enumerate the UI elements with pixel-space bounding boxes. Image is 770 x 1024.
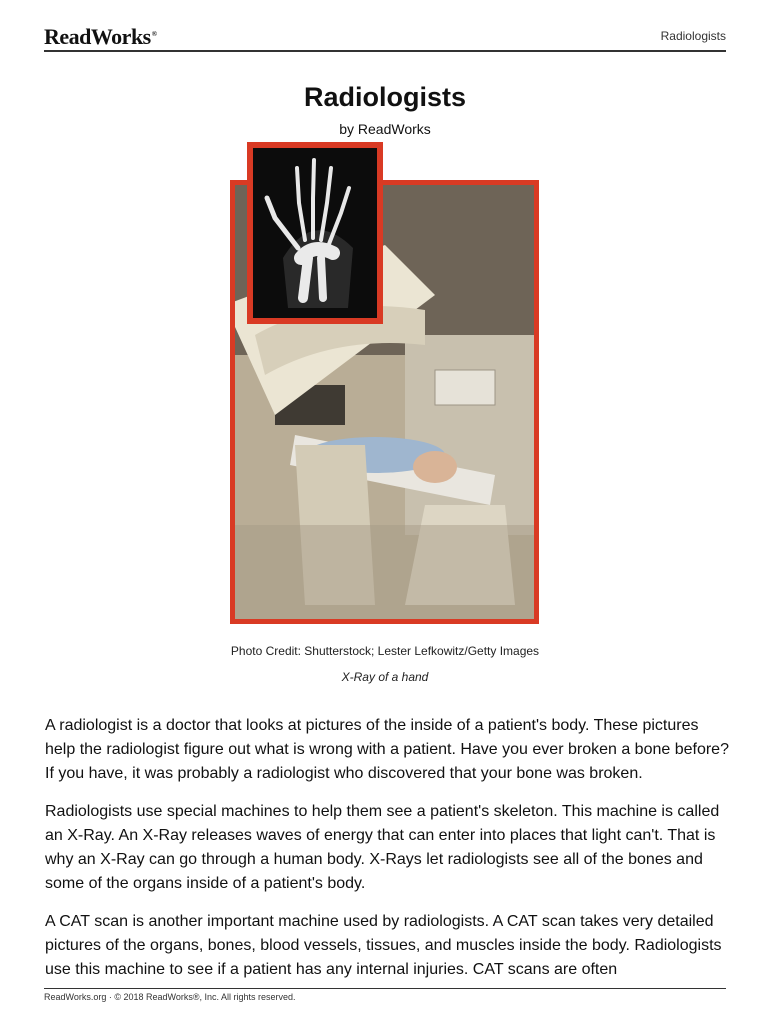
paragraph-2: Radiologists use special machines to help them see a patient's skeleton. This machine is called an X-Ray. An X-Ray releases waves of energy that can enter into places that light can't. That is why an X-Ray can go through a human body. X-Rays let radiologists see all of the bones and some of the organs inside of a patient's body.: [45, 803, 720, 892]
photo-caption: X-Ray of a hand: [341, 670, 429, 684]
header-title: Radiologists: [660, 29, 726, 43]
hand-xray-illustration: [253, 148, 377, 318]
paragraph-1: A radiologist is a doctor that looks at pictures of the inside of a patient's body. These pictures help the radiologist figure out what is wrong with a patient. Have you ever broken a bone before? If you have, it was probably a radiologist who discovered that your bone was broken.: [45, 717, 729, 782]
article-title: Radiologists: [303, 82, 466, 112]
page-footer: ReadWorks.org · © 2018 ReadWorks®, Inc. All rights reserved.: [44, 988, 726, 1002]
article-byline: by ReadWorks: [339, 121, 431, 137]
article-body: [45, 714, 729, 996]
page-header: [44, 22, 726, 52]
readworks-logo: [44, 24, 156, 50]
photo-credit: Photo Credit: Shutterstock; Lester Lefkowitz/Getty Images: [230, 644, 540, 658]
logo-registered-mark: ®: [151, 29, 157, 38]
logo-text: ReadWorks: [44, 24, 151, 49]
paragraph-3: A CAT scan is another important machine used by radiologists. A CAT scan takes very detailed pictures of the organs, bones, blood vessels, tissues, and muscles inside the body. Radiologists use this machine to see if a patient has any internal injuries. CAT scans are often: [45, 913, 722, 978]
hand-xray-inset: [247, 142, 383, 324]
